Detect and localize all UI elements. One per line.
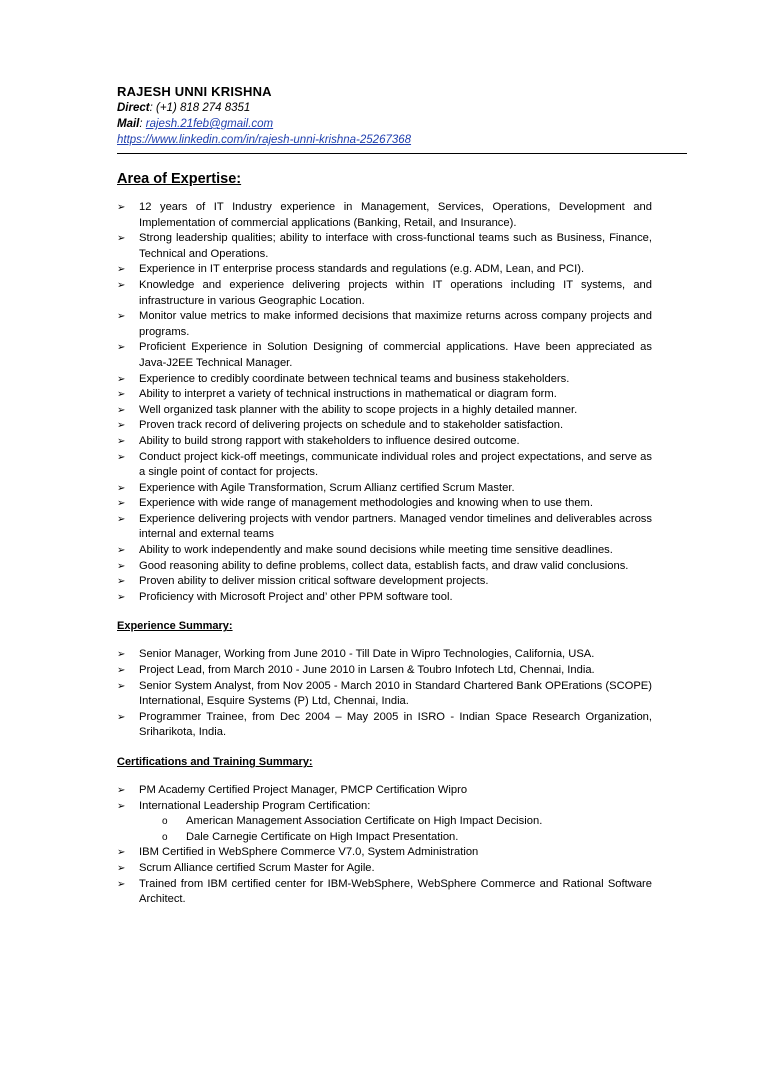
- sub-list-item: [139, 814, 652, 830]
- arrow-bullet-icon: ➢: [117, 311, 126, 323]
- list-item: [117, 647, 652, 663]
- email-link[interactable]: rajesh.21feb@gmail.com: [145, 118, 274, 130]
- linkedin-link[interactable]: https://www.linkedin.com/in/rajesh-unni-krishna-25267368: [117, 134, 412, 146]
- arrow-bullet-icon: ➢: [117, 451, 126, 463]
- item-text: Knowledge and experience delivering projects within IT operations including IT systems, and infrastructure in various Geographic Location.: [139, 278, 652, 307]
- list-item: [117, 434, 652, 450]
- header-divider: [117, 153, 687, 154]
- list-item: [117, 663, 652, 679]
- item-text: Proficiency with Microsoft Project and’ other PPM software tool.: [139, 590, 453, 603]
- arrow-bullet-icon: ➢: [117, 847, 126, 859]
- list-item: [117, 861, 652, 877]
- leadership-sub-list: [139, 814, 652, 845]
- list-item: [117, 559, 652, 575]
- arrow-bullet-icon: ➢: [117, 279, 126, 291]
- item-text: American Management Association Certificate on High Impact Decision.: [186, 815, 543, 828]
- arrow-bullet-icon: ➢: [117, 202, 126, 213]
- resume-page: [117, 84, 687, 908]
- arrow-bullet-icon: ➢: [117, 785, 126, 796]
- list-item: [117, 543, 652, 559]
- item-text: Conduct project kick-off meetings, communicate individual roles and project expectations, and serve as a single point of contact for projects.: [139, 450, 652, 479]
- list-item: [117, 278, 652, 309]
- sub-list-item: [139, 830, 652, 846]
- list-item: [117, 372, 652, 388]
- experience-section: [117, 619, 687, 741]
- experience-list: [117, 647, 687, 741]
- list-item: [117, 590, 652, 606]
- item-text: Senior Manager, Working from June 2010 - Till Date in Wipro Technologies, California, USA.: [139, 648, 595, 661]
- item-text: Proven track record of delivering projects on schedule and to stakeholder satisfaction.: [139, 419, 564, 432]
- arrow-bullet-icon: ➢: [117, 373, 126, 385]
- list-item: [117, 799, 652, 846]
- list-item: [117, 481, 652, 497]
- list-item: [117, 574, 652, 590]
- circle-bullet-icon: o: [162, 816, 168, 828]
- arrow-bullet-icon: ➢: [117, 560, 126, 572]
- list-item: [117, 496, 652, 512]
- arrow-bullet-icon: ➢: [117, 342, 126, 354]
- linkedin-line: [117, 132, 687, 148]
- list-item: [117, 783, 652, 799]
- arrow-bullet-icon: ➢: [117, 513, 126, 525]
- arrow-bullet-icon: ➢: [117, 389, 126, 401]
- list-item: [117, 309, 652, 340]
- item-text: Experience with wide range of management methodologies and knowing when to use them.: [139, 497, 593, 510]
- arrow-bullet-icon: ➢: [117, 576, 126, 588]
- list-item: [117, 340, 652, 371]
- list-item: [117, 262, 652, 278]
- arrow-bullet-icon: ➢: [117, 435, 126, 447]
- item-text: Trained from IBM certified center for IBM-WebSphere, WebSphere Commerce and Rational Software Architect.: [139, 877, 652, 906]
- arrow-bullet-icon: ➢: [117, 482, 126, 494]
- item-text: Proven ability to deliver mission critical software development projects.: [139, 575, 489, 588]
- item-text: Ability to build strong rapport with stakeholders to influence desired outcome.: [139, 434, 520, 447]
- arrow-bullet-icon: ➢: [117, 711, 126, 723]
- list-item: [117, 387, 652, 403]
- arrow-bullet-icon: ➢: [117, 591, 126, 603]
- item-text: Senior System Analyst, from Nov 2005 - March 2010 in Standard Chartered Bank OPErations (SCOPE) International, Esquire Systems (P) Ltd, Chennai, India.: [139, 679, 652, 708]
- certifications-list: [117, 783, 687, 908]
- arrow-bullet-icon: ➢: [117, 264, 126, 276]
- certifications-heading: Certifications and Training Summary:: [117, 756, 313, 768]
- experience-heading: Experience Summary:: [117, 620, 233, 633]
- certifications-section: [117, 755, 687, 908]
- item-text: Experience with Agile Transformation, Scrum Allianz certified Scrum Master.: [139, 481, 515, 494]
- expertise-heading: Area of Expertise:: [117, 171, 242, 187]
- arrow-bullet-icon: ➢: [117, 420, 126, 432]
- list-item: [117, 710, 652, 741]
- item-text: PM Academy Certified Project Manager, PMCP Certification Wipro: [139, 784, 468, 796]
- list-item: [117, 679, 652, 710]
- arrow-bullet-icon: ➢: [117, 800, 126, 812]
- circle-bullet-icon: o: [162, 831, 168, 843]
- item-text: Experience delivering projects with vendor partners. Managed vendor timelines and deliverables across internal and external teams: [139, 512, 652, 541]
- phone-line: [117, 100, 687, 116]
- item-text: IBM Certified in WebSphere Commerce V7.0, System Administration: [139, 846, 479, 859]
- mail-separator: :: [139, 118, 146, 130]
- mail-line: [117, 116, 687, 132]
- candidate-name: RAJESH UNNI KRISHNA: [117, 84, 272, 99]
- item-text: Dale Carnegie Certificate on High Impact Presentation.: [186, 830, 459, 843]
- expertise-list: [117, 200, 687, 605]
- arrow-bullet-icon: ➢: [117, 878, 126, 890]
- arrow-bullet-icon: ➢: [117, 545, 126, 557]
- item-text: Proficient Experience in Solution Designing of commercial applications. Have been appreciated as Java-J2EE Technical Manager.: [139, 341, 652, 369]
- item-text: Ability to work independently and make sound decisions while meeting time sensitive deadlines.: [139, 544, 613, 557]
- arrow-bullet-icon: ➢: [117, 498, 126, 510]
- arrow-bullet-icon: ➢: [117, 665, 126, 677]
- list-item: [117, 200, 652, 231]
- list-item: [117, 845, 652, 861]
- item-text: Scrum Alliance certified Scrum Master for Agile.: [139, 861, 375, 874]
- item-text: International Leadership Program Certification:: [139, 799, 371, 812]
- item-text: Well organized task planner with the ability to scope projects in a highly detailed manner.: [139, 403, 578, 416]
- arrow-bullet-icon: ➢: [117, 233, 126, 245]
- item-text: Experience in IT enterprise process standards and regulations (e.g. ADM, Lean, and PCI).: [139, 263, 585, 276]
- expertise-section: [117, 200, 687, 605]
- item-text: Programmer Trainee, from Dec 2004 – May 2005 in ISRO - Indian Space Research Organization, Sriharikota, India.: [139, 710, 652, 739]
- list-item: [117, 450, 652, 481]
- list-item: [117, 418, 652, 434]
- item-text: Experience to credibly coordinate between technical teams and business stakeholders.: [139, 372, 570, 385]
- item-text: Monitor value metrics to make informed decisions that maximize returns across company projects and programs.: [139, 310, 652, 338]
- arrow-bullet-icon: ➢: [117, 862, 126, 874]
- arrow-bullet-icon: ➢: [117, 649, 126, 661]
- arrow-bullet-icon: ➢: [117, 680, 126, 692]
- list-item: [117, 231, 652, 262]
- item-text: Project Lead, from March 2010 - June 2010 in Larsen & Toubro Infotech Ltd, Chennai, India.: [139, 664, 595, 677]
- list-item: [117, 512, 652, 543]
- list-item: [117, 877, 652, 908]
- mail-label: Mail: [117, 118, 140, 130]
- arrow-bullet-icon: ➢: [117, 404, 126, 416]
- list-item: [117, 403, 652, 419]
- item-text: Strong leadership qualities; ability to interface with cross-functional teams such as Business, Finance, Technical and Operations.: [139, 232, 652, 260]
- phone-number: : (+1) 818 274 8351: [149, 102, 251, 114]
- direct-label: Direct: [117, 102, 150, 114]
- item-text: 12 years of IT Industry experience in Management, Services, Operations, Development and Implementation of commercial applications (Banking, Retail, and Insurance).: [139, 201, 652, 229]
- item-text: Good reasoning ability to define problems, collect data, establish facts, and draw valid conclusions.: [139, 559, 629, 572]
- item-text: Ability to interpret a variety of technical instructions in mathematical or diagram form.: [139, 388, 557, 401]
